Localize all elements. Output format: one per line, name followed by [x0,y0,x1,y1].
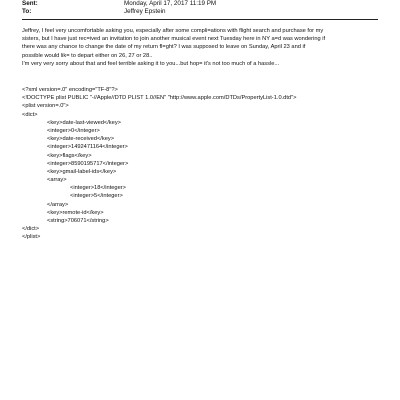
xml-declaration: <?xml version=.0" encoding="TF-8"?> [22,87,118,93]
xml-dict-open: <dict> [22,111,38,118]
xml-line: <string>706071</string> [47,218,109,224]
xml-line: </array> [47,201,69,208]
xml-line: <integer>8590195717</integer> [47,160,129,167]
plist-xml-block [22,86,384,242]
xml-line: <key>flags</key> [47,152,92,159]
paragraph-1-line-1: Jeffrey, I feel very uncomfortable asking you, especially after some compli=ations with flight search and purchase for my [22,28,324,34]
paragraph-1-line-2: sisters, but I have just rec=ived an invitation to join another musical event next Tuesday here in NY a=d was wondering if [22,36,326,43]
xml-plist-close: </plist> [22,234,41,241]
message-paragraph-1 [22,27,384,60]
message-paragraph-2: I'm very very sorry about that and feel terrible asking it to you...but hop= it's not too much of a hassle... [22,60,280,67]
xml-line: <key>date-received</key> [47,136,115,143]
sent-value: Monday, April 17, 2017 11:19 PM [124,0,217,7]
xml-line: <key>remote-id</key> [47,209,104,216]
xml-line: <integer>5</integer> [70,193,123,200]
xml-plist-open: <plist version=.0"> [22,103,69,110]
to-label: To: [22,8,32,15]
sent-label: Sent: [22,0,38,7]
xml-line: <integer>1492471164</integer> [47,144,128,151]
message-body [22,27,384,68]
xml-doctype: <!DOCTYPE plist PUBLIC "-//Apple//DTD PLIST 1.0//EN" "http://www.apple.com/DTDs/PropertyList-1.0.dtd"> [22,95,297,102]
xml-line: <key>date-last-viewed</key> [47,119,121,126]
xml-line: <integer>18</integer> [70,185,126,192]
header-divider [22,19,378,20]
paragraph-1-line-4: possible would lik= to depart either on 26, 27 or 28.. [22,52,153,59]
xml-dict-close: </dict> [22,226,40,233]
to-value: Jeffrey Epstein [124,8,166,15]
xml-line: <array> [47,177,67,184]
paragraph-1-line-3: there was any chance to change the date of my return fl=ght? I was supposed to leave on Sunday, April 23 and if [22,44,306,51]
xml-line: <key>gmail-label-ids</key> [47,168,117,175]
xml-line: <integer>0</integer> [47,127,100,134]
